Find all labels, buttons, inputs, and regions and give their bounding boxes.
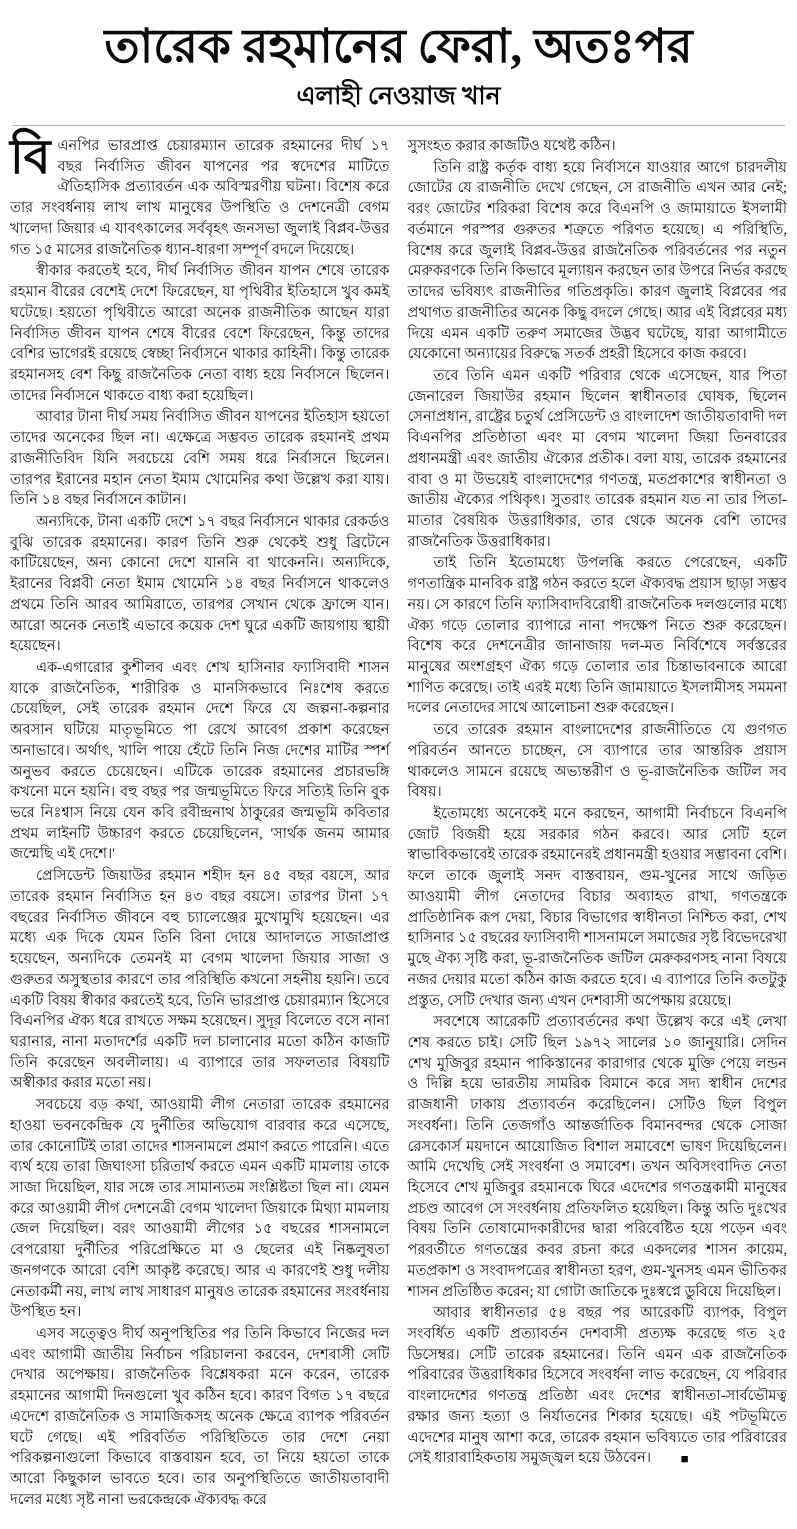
- article-title: তারেক রহমানের ফেরা, অতঃপর: [104, 21, 693, 73]
- dropcap-letter: বি: [10, 131, 51, 185]
- column-left: [10, 131, 390, 1511]
- paragraph-text: এনপির ভারপ্রাপ্ত চেয়ারম্যান তারেক রহমানের দীর্ঘ ১৭ বছর নির্বাসিত জীবন যাপনের পর স্বদেশের মাটিতে ঐতিহাসিক প্রত্যাবর্তন এক অবিস্মরণীয় ঘটনা। বিশেষ করে তার সংবর্ধনায় লাখ লাখ মানুষের উপস্থিতি ও দেশনেত্রী বেগম খালেদা জিয়ার এ যাবৎকালের সর্ববৃহৎ জনসভা জুলাই বিপ্লব-উত্তর গত ১৫ মাসের রাজনৈতিক ধ্যান-ধারণা সম্পূর্ণ বদলে দিয়েছে।: [10, 138, 390, 258]
- paragraph-text: আবার স্বাধীনতার ৫৪ বছর পর আরেকটি ব্যাপক, বিপুল সংবর্ধিত একটি প্রত্যাবর্তন দেশবাসী প্রত্যক্ষ করেছে গত ২৫ ডিসেম্বর। সেটি তারেক রহমানের। তিনি এমন এক রাজনৈতিক পরিবারের উত্তরাধিকার হিসেবে সংবর্ধনা লাভ করেছেন, যে পরিবার বাংলাদেশের গণতন্ত্র প্রতিষ্ঠা এবং দেশের স্বাধীনতা-সার্বভৌমত্ব রক্ষার জন্য হত্যা ও নির্যাতনের শিকার হয়েছে। এই পটভূমিতে এদেশের মানুষ আশা করে, তারেক রহমান ভবিষ্যতে তার পরিবারের সেই ধারাবাহিকতায় সমুজ্জ্বল হয়ে উঠবেন।: [407, 1305, 787, 1467]
- paragraph: তবে তিনি এমন একটি পরিবার থেকে এসেছেন, যার পিতা জেনারেল জিয়াউর রহমান ছিলেন স্বাধীনতার ঘোষক, ছিলেন সেনাপ্রধান, রাষ্ট্রের চতুর্থ প্রেসিডেন্ট ও বাংলাদেশ জাতীয়তাবাদী দল বিএনপির প্রতিষ্ঠাতা এবং মা বেগম খালেদা জিয়া তিনবারের প্রধানমন্ত্রী এবং জাতীয় ঐক্যের প্রতীক। বলা যায়, তারেক রহমানের বাবা ও মা উভয়েই বাংলাদেশের গণতন্ত্র, মতপ্রকাশের স্বাধীনতা ও জাতীয় ঐক্যের পথিকৃৎ। সুতরাং তারেক রহমান যত না তার পিতা-মাতার বৈষয়িক উত্তরাধিকার, তার থেকে অনেক বেশি তাদের রাজনৈতিক উত্তরাধিকার।: [407, 367, 787, 550]
- column-right: [408, 136, 788, 1511]
- paragraph: সবশেষে আরেকটি প্রত্যাবর্তনের কথা উল্লেখ করে এই লেখা শেষ করতে চাই। সেটি ছিল ১৯৭২ সালের ১০ জানুয়ারি। সেদিন শেখ মুজিবুর রহমান পাকিস্তানের কারাগার থেকে মুক্তি পেয়ে লন্ডন ও দিল্লি হয়ে ভারতীয় সামরিক বিমানে করে সদ্য স্বাধীন দেশের রাজধানী ঢাকায় প্রত্যাবর্তন করেছিলেন। সেটিও ছিল বিপুল সংবর্ধনা। তিনি তেজগাঁও আন্তর্জাতিক বিমানবন্দর থেকে সোজা রেসকোর্স ময়দানে আয়োজিত বিশাল সমাবেশে ভাষণ দিয়েছিলেন। আমি দেখেছি সেই সংবর্ধনা ও সমাবেশ। তখন অবিসংবাদিত নেতা হিসেবে শেখ মুজিবুর রহমানকে ঘিরে এদেশের গণতন্ত্রকামী মানুষের প্রচণ্ড আবেগ সে সংবর্ধনায় প্রতিফলিত হয়েছিল। কিন্তু অতি দুঃখের বিষয় তিনি তোষামোদকারীদের দ্বারা পরিবেষ্টিত হয়ে পড়েন এবং পরবর্তীতে গণতন্ত্রের কবর রচনা করে একদলের শাসন কায়েম, মতপ্রকাশ ও সংবাদপত্রের স্বাধীনতা হরণ, গুম-খুনসহ এমন ভীতিকর শাসন প্রতিষ্ঠিত করেন; যা গোটা জাতিকে দুঃস্বপ্নে ডুবিয়ে দিয়েছিল।: [407, 1014, 787, 1300]
- article-byline: এলাহী নেওয়াজ খান: [296, 83, 501, 111]
- article-header: [10, 20, 787, 126]
- paragraph: তিনি রাষ্ট্র কর্তৃক বাধ্য হয়ে নির্বাসনে যাওয়ার আগে চারদলীয় জোটের যে রাজনীতি দেখে গেছেন, সে রাজনীতি এখন আর নেই; বরং জোটের শরিকরা বিশেষ করে বিএনপি ও জামায়াতে ইসলামী বর্তমানে পরস্পর গুরুতর শত্রুতে পরিণত হয়েছে। এ পরিস্থিতি, বিশেষ করে জুলাই বিপ্লব-উত্তর রাজনৈতিক পরিবর্তনের পর নতুন মেরুকরণকে তিনি কিভাবে মূল্যায়ন করছেন তার উপরে নির্ভর করছে তাদের ভবিষ্যৎ রাজনীতির গতিপ্রকৃতি। কারণ জুলাই বিপ্লবের পর প্রথাগত রাজনীতির অনেক কিছু বদলে গেছে। আর এই বিপ্লবের মধ্য দিয়ে এমন একটি তরুণ সমাজের উদ্ভব ঘটেছে, যারা আগামীতে যেকোনো অন্যায়ের বিরুদ্ধে সতর্ক প্রহরী হিসেবে কাজ করবে।: [407, 159, 787, 363]
- closing-paragraph: [408, 1303, 788, 1469]
- paragraph: তবে তারেক রহমান বাংলাদেশের রাজনীতিতে যে গুণগত পরিবর্তন আনতে চাচ্ছেন, সে ব্যাপারে তার আন্তরিক প্রয়াস থাকলেও সামনে রয়েছে অভ্যন্তরীণ ও ভূ-রাজনৈতিক জটিল সব বিষয়।: [407, 722, 787, 801]
- article-body: [10, 131, 787, 1511]
- lead-paragraph: [10, 131, 390, 260]
- continuation-paragraph: সুসংহত করার কাজটিও যথেষ্ট কঠিন।: [407, 138, 616, 155]
- end-mark: ■: [680, 1451, 689, 1467]
- paragraph: তাই তিনি ইতোমধ্যে উপলব্ধি করতে পেরেছেন, একটি গণতান্ত্রিক মানবিক রাষ্ট্র গঠন করতে হলে ঐক্যবদ্ধ প্রয়াস ছাড়া সম্ভব নয়। সে কারণে তিনি ফ্যাসিবাদবিরোধী রাজনৈতিক দলগুলোর মধ্যে ঐক্য গড়ে তোলার ব্যাপারে নানা পদক্ষেপ নিতে শুরু করেছেন। বিশেষ করে দেশনেত্রীর জানাজায় দল-মত নির্বিশেষে সর্বস্তরের মানুষের অংশগ্রহণ ঐক্য গড়ে তোলার তার চিন্তাভাবনাকে আরো শাণিত করেছে। তাই এরই মধ্যে তিনি জামায়াতে ইসলামীসহ সমমনা দলের নেতাদের সাথে আলোচনা শুরু করেছেন।: [407, 555, 787, 717]
- paragraph: অন্যদিকে, টানা একটি দেশে ১৭ বছর নির্বাসনে থাকার রেকর্ডও বুঝি তারেক রহমানের। কারণ তিনি শুরু থেকেই শুধু ব্রিটেনে কাটিয়েছেন, অন্য কোনো দেশে যাননি বা থাকেননি। অন্যদিকে, ইরানের বিপ্লবী নেতা ইমাম খোমেনি ১৪ বছর নির্বাসনে থাকলেও প্রথমে তিনি আরব আমিরাতে, তারপর সেখান থেকে ফ্রান্সে যান। আরো অনেক নেতাই এভাবে কয়েক দেশ ঘুরে একটি জায়গায় স্থায়ী হয়েছেন।: [10, 513, 390, 655]
- paragraph: এসব সত্ত্বেও দীর্ঘ অনুপস্থিতির পর তিনি কিভাবে নিজের দল এবং আগামী জাতীয় নির্বাচন পরিচালনা করবেন, দেশবাসী সেটি দেখার অপেক্ষায়। রাজনৈতিক বিশ্লেষকরা মনে করেন, তারেক রহমানের আগামী দিনগুলো খুব কঠিন হবে। কারণ বিগত ১৭ বছরে এদেশে রাজনৈতিক ও সামাজিকসহ অনেক ক্ষেত্রে ব্যাপক পরিবর্তন ঘটে গেছে। এই পরিবর্তিত পরিস্থিতিতে তার দেশে নেয়া পরিকল্পনাগুলো কিভাবে বাস্তবায়ন হবে, তা নিয়ে হয়তো তাকে আরো কিছুকাল ভাবতে হবে। তার অনুপস্থিতিতে জাতীয়তাবাদী দলের মধ্যে সৃষ্ট নানা ভরকেন্দ্রকে ঐক্যবদ্ধ করে: [10, 1326, 390, 1508]
- paragraph: স্বীকার করতেই হবে, দীর্ঘ নির্বাসিত জীবন যাপন শেষে তারেক রহমান বীরের বেশেই দেশে ফিরেছেন, যা পৃথিবীর ইতিহাসে খুব কমই ঘটেছে। হয়তো পৃথিবীতে আরো অনেক রাজনীতিক আছেন যারা নির্বাসিত জীবন যাপন শেষে বীরের বেশে ফিরেছেন, কিন্তু তাদের বেশির ভাগেরই রয়েছে স্বেচ্ছা নির্বাসনে থাকার কাহিনী। কিন্তু তারেক রহমানসহ বেশ কিছু রাজনৈতিক নেতা বাধ্য হয়ে নির্বাসনে ছিলেন। তাদের নির্বাসনে থাকতে বাধ্য করা হয়েছিল।: [10, 263, 390, 404]
- paragraph: আবার টানা দীর্ঘ সময় নির্বাসিত জীবন যাপনের ইতিহাস হয়তো তাদের অনেকের ছিল না। এক্ষেত্রে সম্ভবত তারেক রহমানই প্রথম রাজনীতিবিদ যিনি সবচেয়ে বেশি সময় ধরে নির্বাসনে ছিলেন। তারপর ইরানের মহান নেতা ইমাম খোমেনির কথা উল্লেখ করা যায়। তিনি ১৪ বছর নির্বাসনে কাটান।: [10, 409, 390, 509]
- paragraph: প্রেসিডেন্ট জিয়াউর রহমান শহীদ হন ৪৫ বছর বয়সে, আর তারেক রহমান নির্বাসিত হন ৪৩ বছর বয়সে। তারপর টানা ১৭ বছরের নির্বাসিত জীবনে বহু চ্যালেঞ্জের মুখোমুখি হয়েছেন। এর মধ্যে এক দিকে যেমন তিনি বিনা দোষে আদালতে সাজাপ্রাপ্ত হয়েছেন, অন্যদিকে তেমনই মা বেগম খালেদা জিয়ার সাজা ও গুরুতর অসুস্থতার কারণে তার পরিস্থিতি কখনো সহনীয় হয়নি। তবে একটি বিষয় স্বীকার করতেই হবে, তিনি ভারপ্রাপ্ত চেয়ারম্যান হিসেবে বিএনপির ঐক্য ধরে রাখতে সক্ষম হয়েছেন। সুদূর বিলেতে বসে নানা ঘরানার, নানা মতাদর্শের একটি দল চালানোর মতো কঠিন কাজটি তিনি করেছেন অবলীলায়। এ ব্যাপারে তার সফলতার বিষয়টি অস্বীকার করার মতো নয়।: [10, 868, 390, 1092]
- paragraph: এক-এগারোর কুশীলব এবং শেখ হাসিনার ফ্যাসিবাদী শাসন যাকে রাজনৈতিক, শারীরিক ও মানসিকভাবে নিঃশেষ করতে চেয়েছিল, সেই তারেক রহমান দেশে ফিরে যে জল্পনা-কল্পনার অবসান ঘটিয়ে মাতৃভূমিতে পা রেখে আবেগ প্রকাশ করেছেন অনাভাবে। অর্থাৎ, খালি পায়ে হেঁটে তিনি নিজ দেশের মাটির স্পর্শ অনুভব করতে চেয়েছেন। এটিকে তারেক রহমানের প্রচারভঙ্গি কখনো মনে হয়নি। বহু বছর পর জন্মভূমিতে ফিরে সত্যিই তিনি বুক ভরে নিঃশ্বাস নিয়ে যেন কবি রবীন্দ্রনাথ ঠাকুরের জন্মভূমি কবিতার প্রথম লাইনটি উচ্চারণ করতে চেয়েছিলেন, 'সার্থক জনম আমার জন্মেছি এই দেশে।': [10, 660, 390, 863]
- paragraph: ইতোমধ্যে অনেকেই মনে করছেন, আগামী নির্বাচনে বিএনপি জোট বিজয়ী হয়ে সরকার গঠন করবে। আর সেটি হলে স্বাভাবিকভাবেই তারেক রহমানেরই প্রধানমন্ত্রী হওয়ার সম্ভাবনা বেশি। ফলে তাকে জুলাই সনদ বাস্তবায়ন, গুম-খুনের সাথে জড়িত আওয়ামী লীগ নেতাদের বিচার অব্যাহত রাখা, গণতন্ত্রকে প্রাতিষ্ঠানিক রূপ দেয়া, বিচার বিভাগের স্বাধীনতা নিশ্চিত করা, শেখ হাসিনার ১৫ বছরের ফ্যাসিবাদী শাসনামলে সমাজের সৃষ্ট বিভেদরেখা মুছে ঐক্য সৃষ্টি করা, ভূ-রাজনৈতিক জটিল মেরুকরণসহ নানা বিষয়ে নজর দেয়ার মতো কঠিন কাজ করতে হবে। এ ব্যাপারে তিনি কতটুকু প্রস্তুত, সেটি দেখার জন্য এখন দেশবাসী অপেক্ষায় রয়েছে।: [407, 806, 787, 1009]
- header-divider: [12, 125, 785, 126]
- paragraph: সবচেয়ে বড় কথা, আওয়ামী লীগ নেতারা তারেক রহমানের হাওয়া ভবনকেন্দ্রিক যে দুর্নীতির অভিযোগ বারবার করে এসেছে, তার কোনোটিই তারা তাদের শাসনামলে প্রমাণ করতে পারেনি। এতে ব্যর্থ হয়ে তারা জিঘাংসা চরিতার্থ করতে এমন একটি মামলায় তাকে সাজা দিয়েছিল, যার সঙ্গে তার সামান্যতম সংশ্লিষ্টতা ছিল না। যেমন করে আওয়ামী লীগ দেশনেত্রী বেগম খালেদা জিয়াকে মিথ্যা মামলায় জেল দিয়েছিল। বরং আওয়ামী লীগের ১৫ বছরের শাসনামলে বেপরোয়া দুর্নীতির পরিপ্রেক্ষিতে মা ও ছেলের এই নিষ্কলুষতা জনগণকে আরো বেশি আকৃষ্ট করেছে। আর এ কারণেই শুধু দলীয় নেতাকর্মী নয়, লাখ লাখ সাধারণ মানুষও তারেক রহমানের সংবর্ধনায় উপস্থিত হন।: [10, 1097, 390, 1321]
